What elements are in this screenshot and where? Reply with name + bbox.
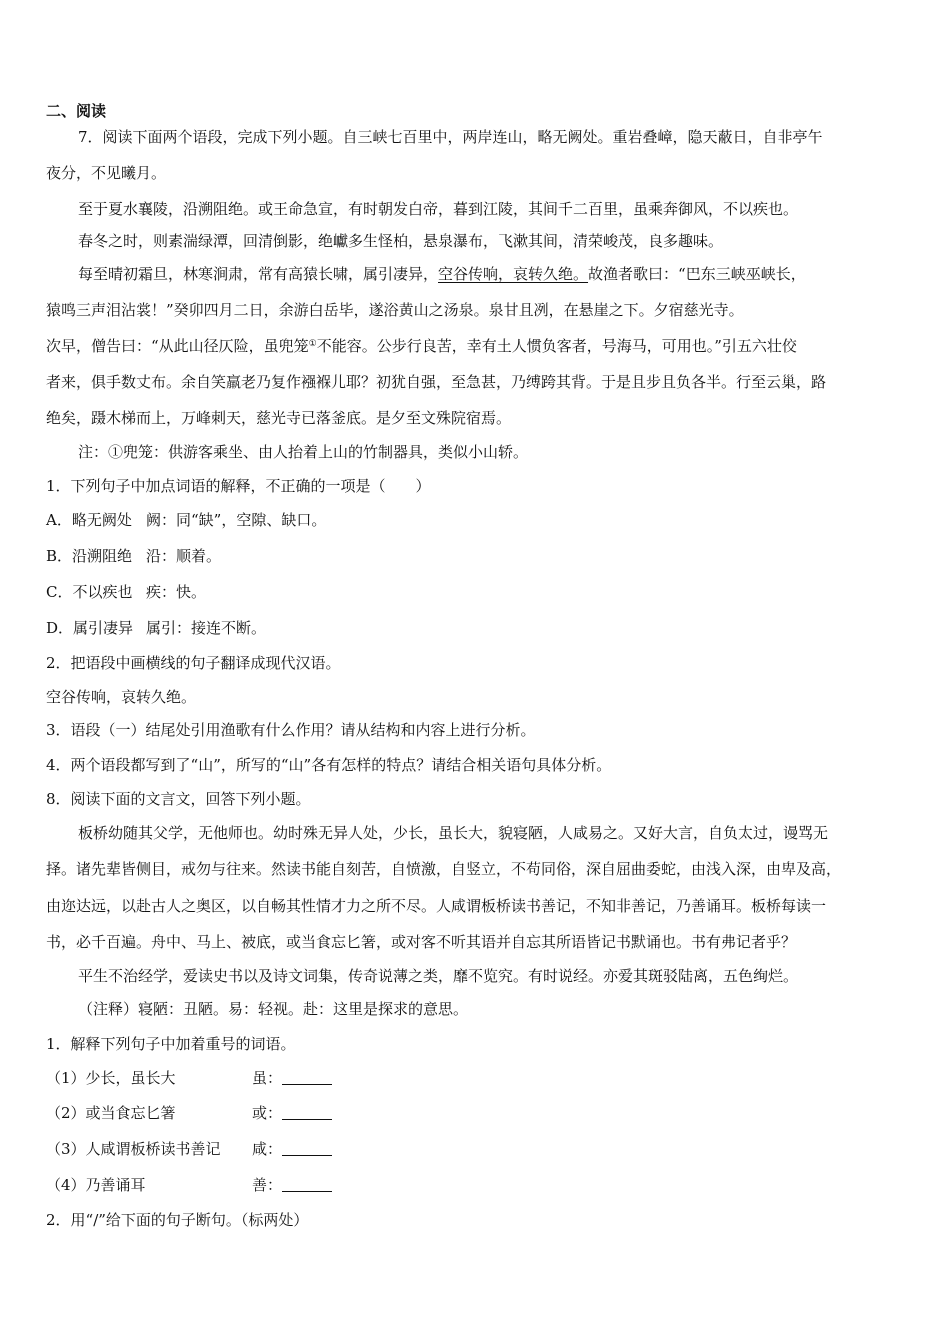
q8-item-3 [46, 1139, 906, 1159]
option-label: C．不以疾也 [46, 583, 133, 601]
q8-item-4 [46, 1175, 906, 1195]
q7-paragraph-4-line1 [78, 264, 938, 284]
option-explain: 属引：接连不断。 [146, 619, 267, 637]
q7-note: 注：①兜笼：供游客乘坐、由人抬着上山的竹制器具，类似小山轿。 [78, 443, 529, 461]
item-sentence: （1）少长，虽长大 [46, 1069, 176, 1087]
section-title: 二、阅读 [46, 102, 107, 120]
q7-option-b [46, 546, 906, 566]
answer-blank[interactable] [282, 1141, 332, 1156]
item-sentence: （2）或当食忘匕箸 [46, 1104, 176, 1122]
q8-paragraph-1-line4: 书，必千百遍。舟中、马上、被底，或当食忘匕箸，或对客不听其语并自忘其所语皆记书默诵也。书有弗记者乎？ [46, 933, 797, 951]
answer-blank[interactable] [282, 1105, 332, 1120]
item-word: 或： [252, 1104, 283, 1122]
q7-option-a [46, 510, 906, 530]
answer-blank[interactable] [282, 1070, 332, 1085]
footnote-marker: ① [308, 339, 317, 349]
q7-option-c [46, 582, 906, 602]
q7-paragraph-3: 春冬之时，则素湍绿潭，回清倒影，绝巘多生怪柏，悬泉瀑布，飞漱其间，清荣峻茂，良多趣味。 [78, 232, 724, 250]
item-sentence: （3）人咸谓板桥读书善记 [46, 1140, 221, 1158]
q7-p4-text-after: 故渔者歌曰：“巴东三峡巫峡长， [588, 265, 806, 283]
q7-sub3-stem: 3．语段（一）结尾处引用渔歌有什么作用？请从结构和内容上进行分析。 [46, 721, 536, 739]
answer-blank[interactable] [282, 1177, 332, 1192]
q8-paragraph-1-line1: 板桥幼随其父学，无他师也。幼时殊无异人处，少长，虽长大，貌寝陋，人咸易之。又好大言，自负太过，谩骂无 [78, 824, 829, 842]
q7-p4-text: 每至晴初霜旦，林寒涧肃，常有高猿长啸，属引凄异， [78, 265, 439, 283]
q7-sub1-stem: 1．下列句子中加点词语的解释，不正确的一项是（ ） [46, 477, 431, 495]
q7-paragraph-4-line2: 猿鸣三声泪沾裳！”癸卯四月二日，余游白岳毕，遂浴黄山之汤泉。泉甘且冽，在悬崖之下。夕宿慈光寺。 [46, 301, 744, 319]
item-word: 咸： [252, 1140, 283, 1158]
q8-sub2-stem: 2．用“/”给下面的句子断句。（标两处） [46, 1211, 309, 1229]
q7-paragraph-5-line2: 者来，俱手数丈布。余自笑羸老乃复作襁褓儿耶？初犹自强，至急甚，乃缚跨其背。于是且步且负各半。行至云巢，路 [46, 373, 827, 391]
q7-p5-text: 次早，僧告曰：“从此山径仄险，虽兜笼 [46, 337, 309, 355]
q7-sub2-sentence: 空谷传响，哀转久绝。 [46, 688, 197, 706]
q8-note: （注释）寝陋：丑陋。易：轻视。赴：这里是探求的意思。 [78, 1000, 469, 1018]
q7-sub4-stem: 4．两个语段都写到了“山”，所写的“山”各有怎样的特点？请结合相关语句具体分析。 [46, 756, 612, 774]
q7-paragraph-5-line3: 绝矣，蹑木梯而上，万峰刺天，慈光寺已落釜底。是夕至文殊院宿焉。 [46, 409, 512, 427]
q8-paragraph-1-line2: 择。诸先辈皆侧目，戒勿与往来。然读书能自刻苦，自愤激，自竖立，不苟同俗，深自屈曲委蛇，由浅入深，由卑及高， [46, 860, 842, 878]
q8-item-1 [46, 1068, 906, 1088]
option-label: B．沿溯阻绝 [46, 547, 133, 565]
option-explain: 疾：快。 [146, 583, 207, 601]
underlined-sentence: 空谷传响，哀转久绝。 [438, 265, 589, 283]
option-label: A．略无阙处 [46, 511, 132, 529]
q8-paragraph-1-line3: 由迩达远，以赴古人之奥区，以自畅其性情才力之所不尽。人咸谓板桥读书善记，不知非善记，乃善诵耳。板桥每读一 [46, 897, 827, 915]
item-sentence: （4）乃善诵耳 [46, 1176, 146, 1194]
option-explain: 沿：顺着。 [146, 547, 222, 565]
q8-intro: 8．阅读下面的文言文，回答下列小题。 [46, 790, 311, 808]
option-explain: 阙：同“缺”，空隙、缺口。 [146, 511, 327, 529]
q7-sub2-stem: 2．把语段中画横线的句子翻译成现代汉语。 [46, 654, 341, 672]
q7-option-d [46, 618, 906, 638]
item-word: 善： [252, 1176, 283, 1194]
item-word: 虽： [252, 1069, 283, 1087]
option-label: D．属引凄异 [46, 619, 134, 637]
q7-intro-line1: 7．阅读下面两个语段，完成下列小题。自三峡七百里中，两岸连山，略无阙处。重岩叠嶂，隐天蔽日，自非亭午 [78, 128, 823, 146]
q8-paragraph-2: 平生不治经学，爱读史书以及诗文词集，传奇说薄之类，靡不览究。有时说经。亦爱其斑驳陆离，五色绚烂。 [78, 967, 799, 985]
q7-paragraph-2: 至于夏水襄陵，沿溯阻绝。或王命急宣，有时朝发白帝，暮到江陵，其间千二百里，虽乘奔御风，不以疾也。 [78, 200, 799, 218]
q7-intro-line2: 夜分，不见曦月。 [46, 164, 167, 182]
q7-p5-text-after: 不能容。公步行良苦，幸有土人惯负客者，号海马，可用也。”引五六壮佼 [316, 337, 797, 355]
q7-paragraph-5-line1 [46, 334, 906, 356]
q8-sub1-stem: 1．解释下列句子中加着重号的词语。 [46, 1035, 296, 1053]
q8-item-2 [46, 1103, 906, 1123]
